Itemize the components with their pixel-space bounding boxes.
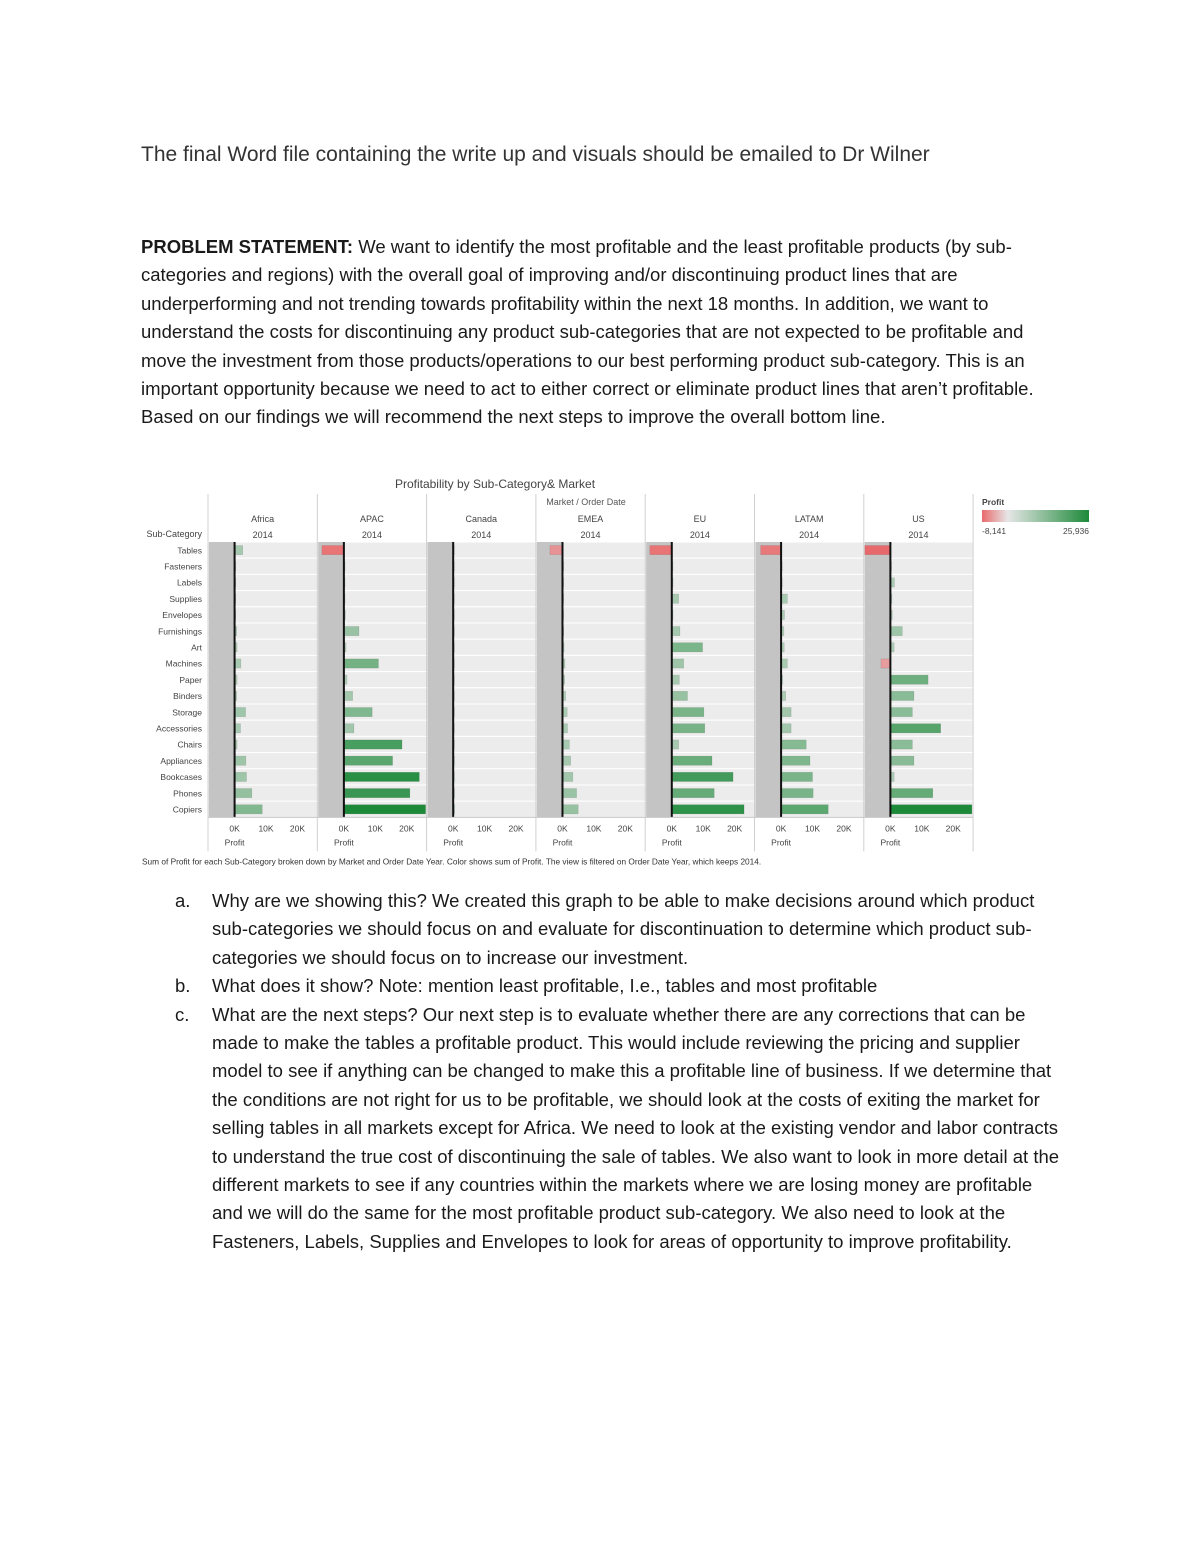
category-label: Envelopes: [162, 610, 202, 621]
x-tick-label: 0K: [447, 823, 459, 834]
bar: [672, 675, 680, 684]
bar: [672, 805, 744, 814]
legend-min-label: -8,141: [982, 526, 1007, 536]
x-tick-label: 20K: [617, 823, 633, 834]
list-item-text: What does it show? Note: mention least profitable, I.e., tables and most profitable: [212, 975, 878, 997]
problem-statement: [141, 233, 1046, 432]
category-label: Fasteners: [164, 561, 202, 572]
bar: [562, 772, 572, 781]
bar: [781, 708, 791, 717]
negative-region: [865, 542, 891, 817]
x-tick-label: 10K: [804, 823, 821, 834]
negative-region: [756, 542, 782, 817]
bar: [344, 724, 354, 733]
x-tick-label: 20K: [289, 823, 306, 834]
negative-region: [428, 542, 454, 817]
category-label: Chairs: [177, 739, 202, 750]
category-label: Art: [191, 642, 202, 653]
list-item-b: [175, 972, 1065, 1000]
market-label: US: [912, 514, 925, 524]
year-label: 2014: [361, 530, 382, 540]
bar: [672, 627, 680, 636]
list-item-a: [175, 887, 1065, 972]
legend-max-label: 25,936: [1063, 526, 1089, 536]
bar: [322, 546, 344, 555]
problem-statement-text: We want to identify the most profitable and the least profitable products (by sub-categories and regions) with the overall goal of improving and/or discontinuing product lines that are underperforming and not trending towards profitability within the next 18 months. In addition, we want to understand the costs for discontinuing any product sub-categories that are not expected to be profitable and move the investment from those products/operations to our best performing product sub-category. This is an important opportunity because we need to act to either correct or eliminate product lines that aren’t profitable. Based on our findings we will recommend the next steps to improve the overall bottom line.: [141, 236, 1034, 428]
bar: [235, 756, 246, 765]
bar: [344, 740, 402, 749]
x-tick-label: 20K: [945, 823, 961, 834]
bar: [562, 756, 570, 765]
bar: [235, 772, 247, 781]
x-axis-label: Profit: [333, 837, 354, 848]
bar: [781, 789, 813, 798]
bar: [344, 691, 353, 700]
bar: [550, 546, 563, 555]
column-header: Market / Order Date: [546, 497, 626, 507]
findings-list: [175, 887, 1065, 1256]
x-axis-label: Profit: [224, 837, 245, 848]
year-label: 2014: [689, 530, 710, 540]
document-title: The final Word file containing the write up and visuals should be emailed to Dr Wilner: [141, 143, 930, 166]
bar: [344, 805, 426, 814]
bar: [890, 740, 912, 749]
bar: [890, 708, 912, 717]
market-label: Africa: [251, 514, 275, 524]
bar: [672, 724, 705, 733]
x-tick-label: 10K: [586, 823, 602, 834]
bar: [672, 772, 733, 781]
category-label: Machines: [165, 658, 202, 669]
x-tick-label: 10K: [258, 823, 274, 834]
category-label: Labels: [176, 577, 202, 588]
bar: [781, 724, 791, 733]
x-tick-label: 0K: [666, 823, 677, 834]
x-tick-label: 0K: [775, 823, 787, 834]
row-header: Sub-Category: [146, 529, 202, 539]
year-label: 2014: [252, 530, 273, 540]
bar: [865, 546, 891, 555]
x-tick-label: 20K: [727, 823, 743, 834]
x-tick-label: 0K: [229, 823, 240, 834]
list-marker: b.: [175, 975, 191, 997]
bar: [761, 546, 781, 555]
bar: [344, 708, 372, 717]
bar: [344, 756, 393, 765]
year-label: 2014: [580, 530, 601, 540]
list-item-text: Why are we showing this? We created this graph to be able to make decisions around which product sub-categories we should focus on and evaluate for discontinuation to determine which product sub-categories we should focus on to increase our investment.: [212, 890, 1035, 968]
bar: [562, 789, 576, 798]
list-item-text: What are the next steps? Our next step is to evaluate whether there are any corrections that can be made to make the tables a profitable product. This would include reviewing the pricing and supplier model to see if anything can be changed to make this a profitable line of business. If we determine that the conditions are not right for us to be profitable, we should look at the costs of exiting the market for selling tables in all markets except for Africa. We need to look at the existing vendor and labor contracts to understand the true cost of discontinuing the sale of tables. We also want to look in more detail at the different markets to see if any countries within the markets where we are losing money are profitable and we will do the same for the most profitable product sub-category. We also need to look at the Fasteners, Labels, Supplies and Envelopes to look for areas of opportunity to improve profitability.: [212, 1003, 1060, 1252]
x-axis-label: Profit: [880, 837, 901, 848]
bar: [781, 756, 810, 765]
bar: [650, 546, 672, 555]
market-label: Canada: [465, 514, 498, 524]
bar: [881, 659, 890, 668]
chart-title: Profitability by Sub-Category& Market: [394, 477, 596, 491]
category-label: Copiers: [172, 804, 202, 815]
bar: [672, 643, 703, 652]
profit-chart: [140, 472, 1100, 872]
bar: [890, 756, 914, 765]
category-label: Supplies: [169, 593, 202, 604]
year-label: 2014: [908, 530, 929, 540]
x-tick-label: 10K: [477, 823, 493, 834]
category-label: Paper: [179, 674, 202, 685]
category-label: Appliances: [160, 755, 202, 766]
legend-gradient: [982, 510, 1089, 522]
x-axis-label: Profit: [443, 837, 464, 848]
x-tick-label: 0K: [338, 823, 350, 834]
bar: [781, 805, 828, 814]
x-tick-label: 20K: [508, 823, 524, 834]
list-item-c: [175, 1001, 1065, 1257]
x-axis-label: Profit: [771, 837, 792, 848]
bar: [562, 805, 578, 814]
x-tick-label: 10K: [695, 823, 711, 834]
bar: [672, 659, 684, 668]
x-axis-label: Profit: [661, 837, 682, 848]
bar: [344, 789, 410, 798]
market-label: EMEA: [577, 514, 604, 524]
bar: [235, 789, 252, 798]
x-tick-label: 0K: [885, 823, 896, 834]
bar: [672, 756, 712, 765]
x-tick-label: 10K: [367, 823, 383, 834]
market-label: EU: [693, 514, 707, 524]
bar: [235, 708, 246, 717]
x-axis-label: Profit: [552, 837, 573, 848]
market-label: APAC: [360, 514, 384, 524]
legend-title: Profit: [982, 497, 1005, 507]
list-marker: c.: [175, 1003, 190, 1025]
bar: [890, 724, 940, 733]
bar: [672, 789, 714, 798]
negative-region: [646, 542, 672, 817]
bar: [890, 805, 972, 814]
bar: [344, 627, 359, 636]
category-label: Phones: [173, 788, 202, 799]
chart-caption: Sum of Profit for each Sub-Category broken down by Market and Order Date Year. Color shows sum of Profit. The view is filtered on Order Date Year, which keeps 2014.: [142, 856, 762, 867]
bar: [672, 691, 688, 700]
list-marker: a.: [175, 890, 191, 911]
bar: [672, 740, 679, 749]
category-label: Tables: [177, 545, 202, 556]
bar: [890, 627, 902, 636]
bar: [235, 805, 263, 814]
negative-region: [318, 542, 344, 817]
bar: [235, 546, 243, 555]
negative-region: [209, 542, 235, 817]
x-tick-label: 10K: [914, 823, 930, 834]
category-label: Bookcases: [160, 772, 202, 783]
bar: [781, 740, 806, 749]
x-tick-label: 20K: [399, 823, 415, 834]
category-label: Binders: [173, 691, 202, 702]
bar: [672, 708, 704, 717]
profit-chart-svg: [140, 472, 1100, 872]
bar: [672, 594, 679, 603]
market-label: LATAM: [794, 514, 824, 524]
year-label: 2014: [799, 530, 820, 540]
problem-statement-label: PROBLEM STATEMENT:: [141, 236, 354, 257]
category-label: Storage: [172, 707, 202, 718]
x-tick-label: 20K: [836, 823, 852, 834]
year-label: 2014: [471, 530, 492, 540]
category-label: Furnishings: [158, 626, 202, 637]
bar: [344, 659, 379, 668]
bar: [890, 691, 914, 700]
x-tick-label: 0K: [557, 823, 568, 834]
bar: [890, 675, 928, 684]
bar: [781, 772, 812, 781]
negative-region: [537, 542, 563, 817]
category-label: Accessories: [156, 723, 202, 734]
bar: [344, 772, 419, 781]
bar: [562, 740, 569, 749]
bar: [890, 789, 932, 798]
